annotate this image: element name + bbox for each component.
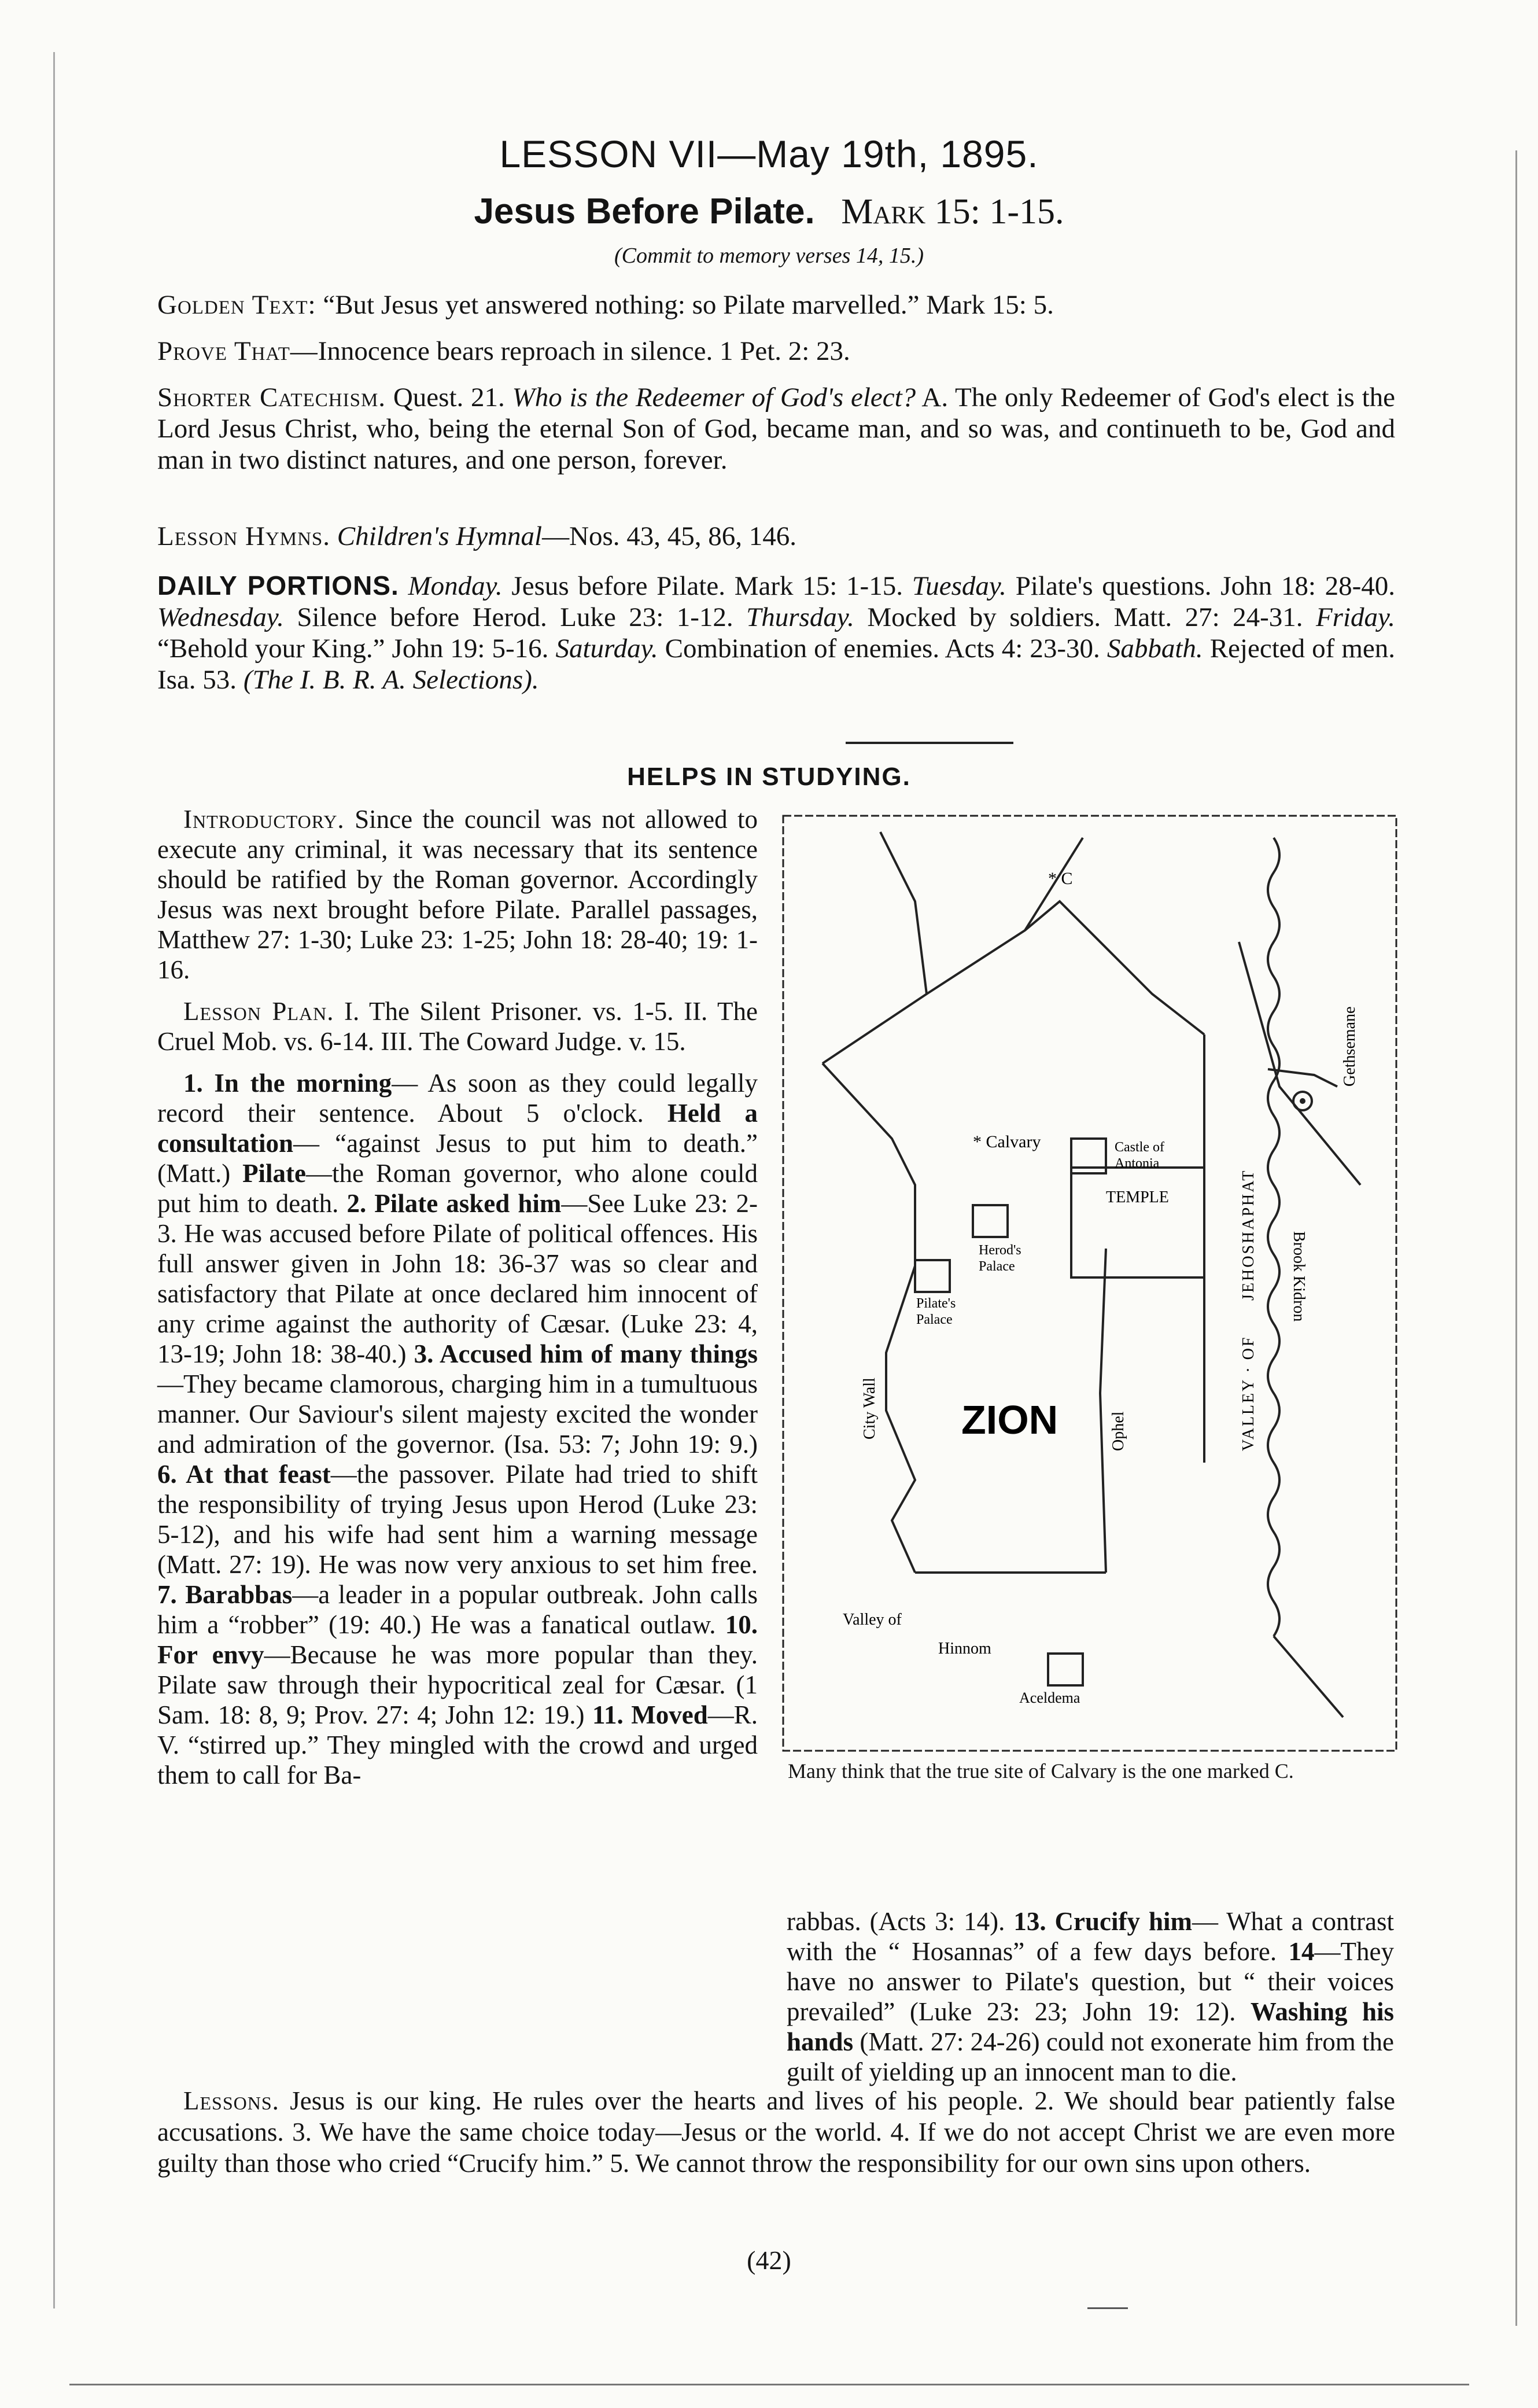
map-label-herods: Herod's: [979, 1243, 1021, 1258]
note-3-head: 3. Accused him of many things: [414, 1339, 758, 1368]
road-line: [880, 832, 927, 994]
map-label-pilates: Pilate's: [916, 1296, 956, 1311]
daily-wednesday-text: Silence before Herod. Luke 23: 1-12.: [297, 602, 733, 632]
daily-tuesday: Tuesday.: [912, 571, 1006, 601]
catechism-answer: A. The only Redeemer of God's elect is the Lord Jesus Christ, who, being the eternal Son of God, became man, and so was, and continueth to be, God and man in two distinct natures, and one person, forever.: [157, 382, 1395, 475]
hymns-label: Lesson Hymns.: [157, 521, 331, 551]
west-wall: [823, 1063, 915, 1573]
note-washing-head: Washing his hands: [787, 1997, 1395, 2056]
lesson-title-text: Jesus Before Pilate.: [474, 192, 815, 231]
commit-note: (Commit to memory verses 14, 15.): [614, 244, 924, 268]
note-pilate-head: Pilate: [242, 1159, 307, 1188]
right-column: [787, 1906, 1394, 2087]
daily-selections: (The I. B. R. A. Selections).: [243, 665, 539, 695]
note-2-head: 2. Pilate asked him: [346, 1189, 562, 1218]
plan-text: I. The Silent Prisoner. vs. 1-5. II. The Cruel Mob. vs. 6-14. III. The Coward Judge. v. 15.: [157, 997, 758, 1056]
note-10: —Because he was more popular than they. Pilate saw through their hypocritical zeal for Cæsar. (1 Sam. 18: 8, 9; Prov. 27: 4; John 12: 19.): [157, 1640, 758, 1729]
lesson-hymns: [157, 521, 1395, 552]
plan-paragraph: [157, 996, 758, 1056]
gethsemane-dot: [1300, 1098, 1305, 1104]
note-6: —the passover. Pilate had tried to shift the responsibility of trying Jesus upon Herod (Luke 23: 5-12), and his wife had sent him a warning message (Matt. 27: 19). He was now very anxious to set him free.: [157, 1460, 758, 1579]
map-label-valley-of-hinnom: Valley of: [843, 1611, 902, 1629]
golden-text: [157, 289, 1395, 321]
note-1: — As soon as they could legally record their sentence. About 5 o'clock.: [157, 1069, 758, 1128]
map-label-calvary: * Calvary: [973, 1132, 1041, 1151]
section-divider: [846, 742, 1013, 744]
temple-area: [1071, 1168, 1204, 1277]
map-label-pilate-palace: Palace: [916, 1312, 953, 1327]
intro-label: Introductory.: [183, 805, 345, 834]
brook-kidron-line: [1268, 838, 1279, 1636]
daily-saturday-text: Combination of enemies. Acts 4: 23-30.: [665, 634, 1100, 664]
note-1b-head: Held a consultation: [157, 1099, 758, 1158]
golden-text-label: Golden Text:: [157, 290, 316, 320]
intro-text: Since the council was not allowed to execute any criminal, it was necessary that its sentence should be ratified by the Roman governor. Accordingly Jesus was next brought before Pilate. Parallel passages, Matthew 27: 1-30; Luke 23: 1-25; John 18: 28-40; 19: 1-16.: [157, 805, 758, 984]
jerusalem-map: [782, 815, 1397, 1752]
map-label-city-wall: City Wall: [861, 1378, 879, 1439]
note-3: —They became clamorous, charging him in a tumultuous manner. Our Saviour's silent majesty excited the wonder and admiration of the governor. (Isa. 53: 7; John 19: 9.): [157, 1369, 758, 1459]
scan-mark: [69, 2384, 1469, 2385]
scan-mark: [1515, 150, 1517, 2326]
catechism-question: Who is the Redeemer of God's elect?: [512, 382, 916, 413]
map-label-jehoshaphat: JEHOSHAPHAT: [1240, 1169, 1257, 1301]
shorter-catechism: [157, 382, 1395, 476]
note-1b: — “against Jesus to put him to death.” (Matt.): [157, 1129, 758, 1188]
map-label-valley-of: VALLEY · OF: [1240, 1335, 1257, 1451]
lesson-heading: LESSON VII—May 19th, 1895.: [499, 132, 1039, 175]
prove-that-body: Innocence bears reproach in silence. 1 Pet. 2: 23.: [318, 336, 850, 366]
daily-saturday: Saturday.: [555, 634, 658, 664]
intro-paragraph: [157, 804, 758, 985]
herods-palace-square: [973, 1205, 1008, 1237]
hymns-numbers: —Nos. 43, 45, 86, 146.: [542, 521, 797, 551]
note-14-head: 14: [1288, 1937, 1315, 1966]
map-label-ophel: Ophel: [1109, 1411, 1127, 1451]
daily-friday: Friday.: [1315, 602, 1396, 632]
lesson-reference: Mark 15: 1-15.: [841, 192, 1064, 231]
note-6-head: 6. At that feast: [157, 1460, 331, 1489]
note-7: —a leader in a popular outbreak. John calls him a “robber” (19: 40.) He was a fanatical outlaw.: [157, 1580, 758, 1639]
daily-tuesday-text: Pilate's questions. John 18: 28-40.: [1015, 571, 1396, 601]
aceldema-square: [1048, 1654, 1083, 1685]
golden-text-body: “But Jesus yet answered nothing: so Pilate marvelled.” Mark 15: 5.: [323, 290, 1054, 320]
ophel-wall: [1100, 1249, 1106, 1573]
note-1-head: 1. In the morning: [183, 1069, 392, 1098]
daily-thursday: Thursday.: [746, 602, 854, 632]
daily-thursday-text: Mocked by soldiers. Matt. 27: 24-31.: [867, 602, 1303, 632]
note-11: —R. V. “stirred up.” They mingled with the crowd and urged them to call for Ba-: [157, 1700, 758, 1790]
lessons-label: Lessons.: [183, 2086, 279, 2115]
lesson-title: [0, 191, 1538, 233]
left-column: [157, 804, 758, 1790]
map-label-brook-kidron: Brook Kidron: [1290, 1231, 1308, 1322]
scan-mark: [1087, 2307, 1128, 2309]
daily-monday-text: Jesus before Pilate. Mark 15: 1-15.: [511, 571, 903, 601]
notes-continued: [787, 1906, 1394, 2087]
map-caption: Many think that the true site of Calvary is the one marked C.: [788, 1759, 1294, 1783]
helps-heading: HELPS IN STUDYING.: [627, 763, 911, 791]
map-label-temple: TEMPLE: [1106, 1188, 1169, 1206]
map-label-gethsemane: Gethsemane: [1341, 1006, 1359, 1087]
map-label-castle: Castle of: [1115, 1140, 1164, 1155]
note-11-continued: rabbas. (Acts 3: 14).: [787, 1907, 1005, 1936]
map-label-antonia: Antonia: [1115, 1156, 1160, 1171]
daily-label: DAILY PORTIONS.: [157, 570, 399, 601]
note-11-head: 11. Moved: [592, 1700, 708, 1729]
note-pilate: —the Roman governor, who alone could put him to death.: [157, 1159, 758, 1218]
catechism-quest: Quest. 21.: [393, 382, 505, 413]
daily-sabbath: Sabbath.: [1107, 634, 1203, 664]
note-14: —They have no answer to Pilate's question, but “ their voices prevailed” (Luke 23: 23; John 19: 12).: [787, 1937, 1394, 2026]
daily-wednesday: Wednesday.: [157, 602, 284, 632]
lessons-text: Jesus is our king. He rules over the hearts and lives of his people. 2. We should bear patiently false accusations. 3. We have the same choice today—Jesus or the world. 4. If we do not accept Christ we are even more guilty than those who cried “Crucify him.” 5. We cannot throw the responsibility for our own sins upon others.: [157, 2086, 1395, 2178]
catechism-label: Shorter Catechism.: [157, 382, 386, 413]
map-label-aceldema: Aceldema: [1019, 1689, 1080, 1706]
map-label-herod-palace: Palace: [979, 1259, 1015, 1274]
valley-line: [1274, 1636, 1343, 1717]
prove-that-label: Prove That—: [157, 336, 318, 366]
notes-paragraph: [157, 1068, 758, 1790]
daily-sabbath-text: Rejected of men. Isa. 53.: [157, 634, 1396, 695]
daily-monday: Monday.: [408, 571, 503, 601]
north-wall: [823, 901, 1204, 1063]
map-label-zion: ZION: [961, 1397, 1058, 1442]
note-13: — What a contrast with the “ Hosannas” of a few days before.: [787, 1907, 1395, 1966]
prove-that: [157, 336, 1395, 367]
page-number: (42): [747, 2245, 791, 2275]
lessons-paragraph: [157, 2085, 1395, 2179]
scan-mark: [53, 52, 55, 2308]
map-label-hinnom: Hinnom: [938, 1640, 991, 1658]
hymns-book: Children's Hymnal: [337, 521, 543, 551]
map-label-c: * C: [1048, 869, 1073, 888]
daily-friday-text: “Behold your King.” John 19: 5-16.: [157, 634, 549, 664]
plan-label: Lesson Plan.: [183, 997, 334, 1026]
note-2: —See Luke 23: 2-3. He was accused before Pilate of political offences. His full answer given in John 18: 36-37 was so clear and satisfactory that Pilate at once declared him innocent of any crime against the authority of Cæsar. (Luke 23: 4, 13-19; John 18: 38-40.): [157, 1189, 758, 1368]
note-washing: (Matt. 27: 24-26) could not exonerate him from the guilt of yielding up an innocent man to die.: [787, 2027, 1394, 2086]
pilates-palace-square: [915, 1260, 950, 1292]
note-10-head: 10. For envy: [157, 1610, 758, 1669]
note-13-head: 13. Crucify him: [1013, 1907, 1193, 1936]
daily-portions: [157, 570, 1395, 695]
note-7-head: 7. Barabbas: [157, 1580, 293, 1609]
